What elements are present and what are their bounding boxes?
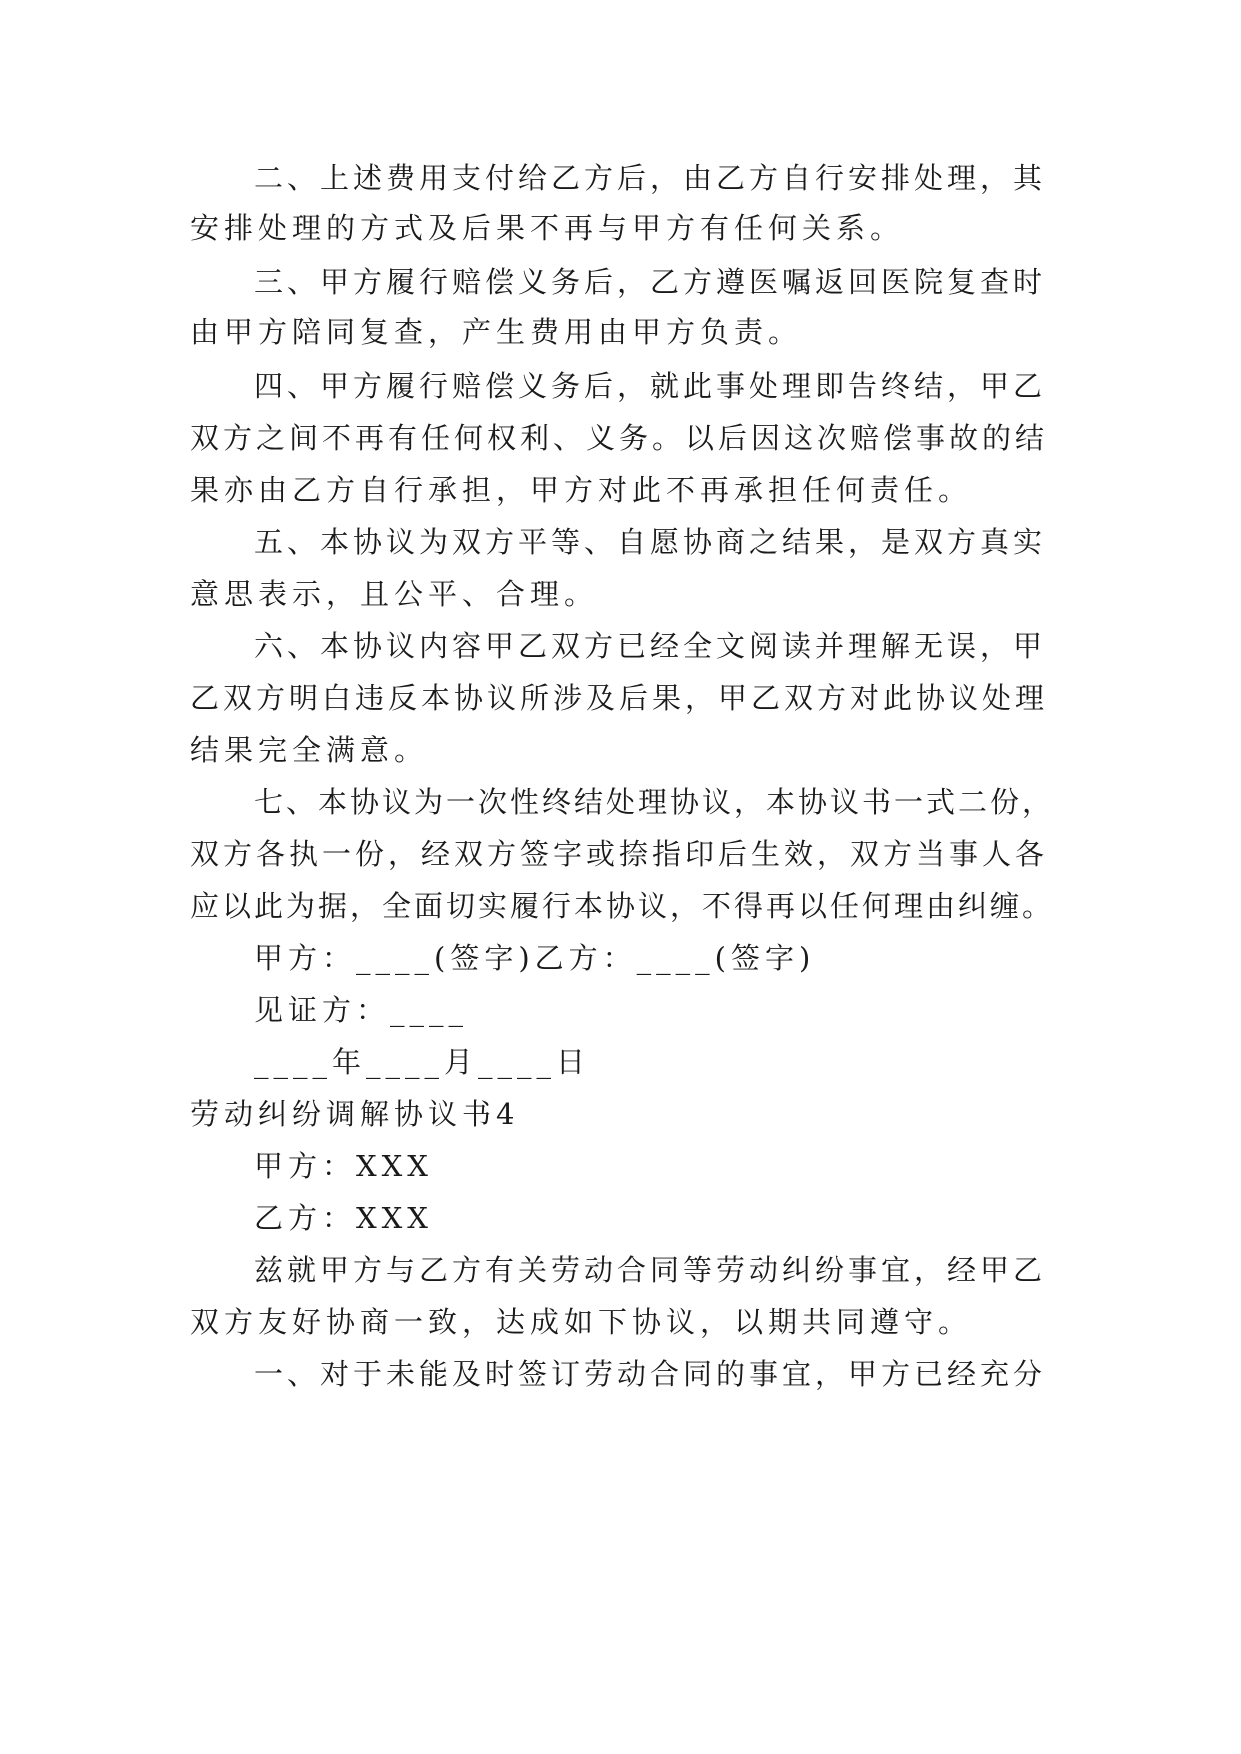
- clause-3-line-1: 三、甲方履行赔偿义务后，乙方遵医嘱返回医院复查时: [254, 265, 1047, 299]
- preamble-line-1: 兹就甲方与乙方有关劳动合同等劳动纠纷事宜，经甲乙: [254, 1253, 1047, 1287]
- clause-4-line-2: 双方之间不再有任何权利、义务。以后因这次赔偿事故的结: [190, 421, 1049, 455]
- signature-line: 甲方：____(签字)乙方：____(签字): [254, 941, 816, 975]
- clause-2-line-2: 安排处理的方式及后果不再与甲方有任何关系。: [190, 211, 905, 245]
- clause-6-line-1: 六、本协议内容甲乙双方已经全文阅读并理解无误，甲: [254, 629, 1047, 663]
- party-b-line: 乙方：XXX: [254, 1201, 433, 1235]
- clause-6-line-2: 乙双方明白违反本协议所涉及后果，甲乙双方对此协议处理: [190, 681, 1049, 715]
- preamble-line-2: 双方友好协商一致，达成如下协议，以期共同遵守。: [190, 1305, 973, 1339]
- clause-7-line-3: 应以此为据，全面切实履行本协议，不得再以任何理由纠缠。: [190, 889, 1055, 923]
- clause-4-line-1: 四、甲方履行赔偿义务后，就此事处理即告终结，甲乙: [254, 369, 1047, 403]
- item-1-line-1: 一、对于未能及时签订劳动合同的事宜，甲方已经充分: [254, 1357, 1047, 1391]
- clause-3-line-2: 由甲方陪同复查，产生费用由甲方负责。: [190, 315, 803, 349]
- clause-7-line-1: 七、本协议为一次性终结处理协议，本协议书一式二份，: [254, 785, 1055, 819]
- clause-4-line-3: 果亦由乙方自行承担，甲方对此不再承担任何责任。: [190, 473, 973, 507]
- clause-6-line-3: 结果完全满意。: [190, 733, 429, 767]
- party-a-line: 甲方：XXX: [254, 1149, 433, 1183]
- section-title: 劳动纠纷调解协议书4: [190, 1097, 520, 1131]
- clause-7-line-2: 双方各执一份，经双方签字或捺指印后生效，双方当事人各: [190, 837, 1049, 871]
- clause-5-line-1: 五、本协议为双方平等、自愿协商之结果，是双方真实: [254, 525, 1047, 559]
- clause-2-line-1: 二、上述费用支付给乙方后，由乙方自行安排处理，其: [254, 161, 1047, 195]
- witness-line: 见证方：____: [254, 993, 469, 1027]
- clause-5-line-2: 意思表示，且公平、合理。: [190, 577, 599, 611]
- date-line: ____年____月____日: [254, 1045, 591, 1079]
